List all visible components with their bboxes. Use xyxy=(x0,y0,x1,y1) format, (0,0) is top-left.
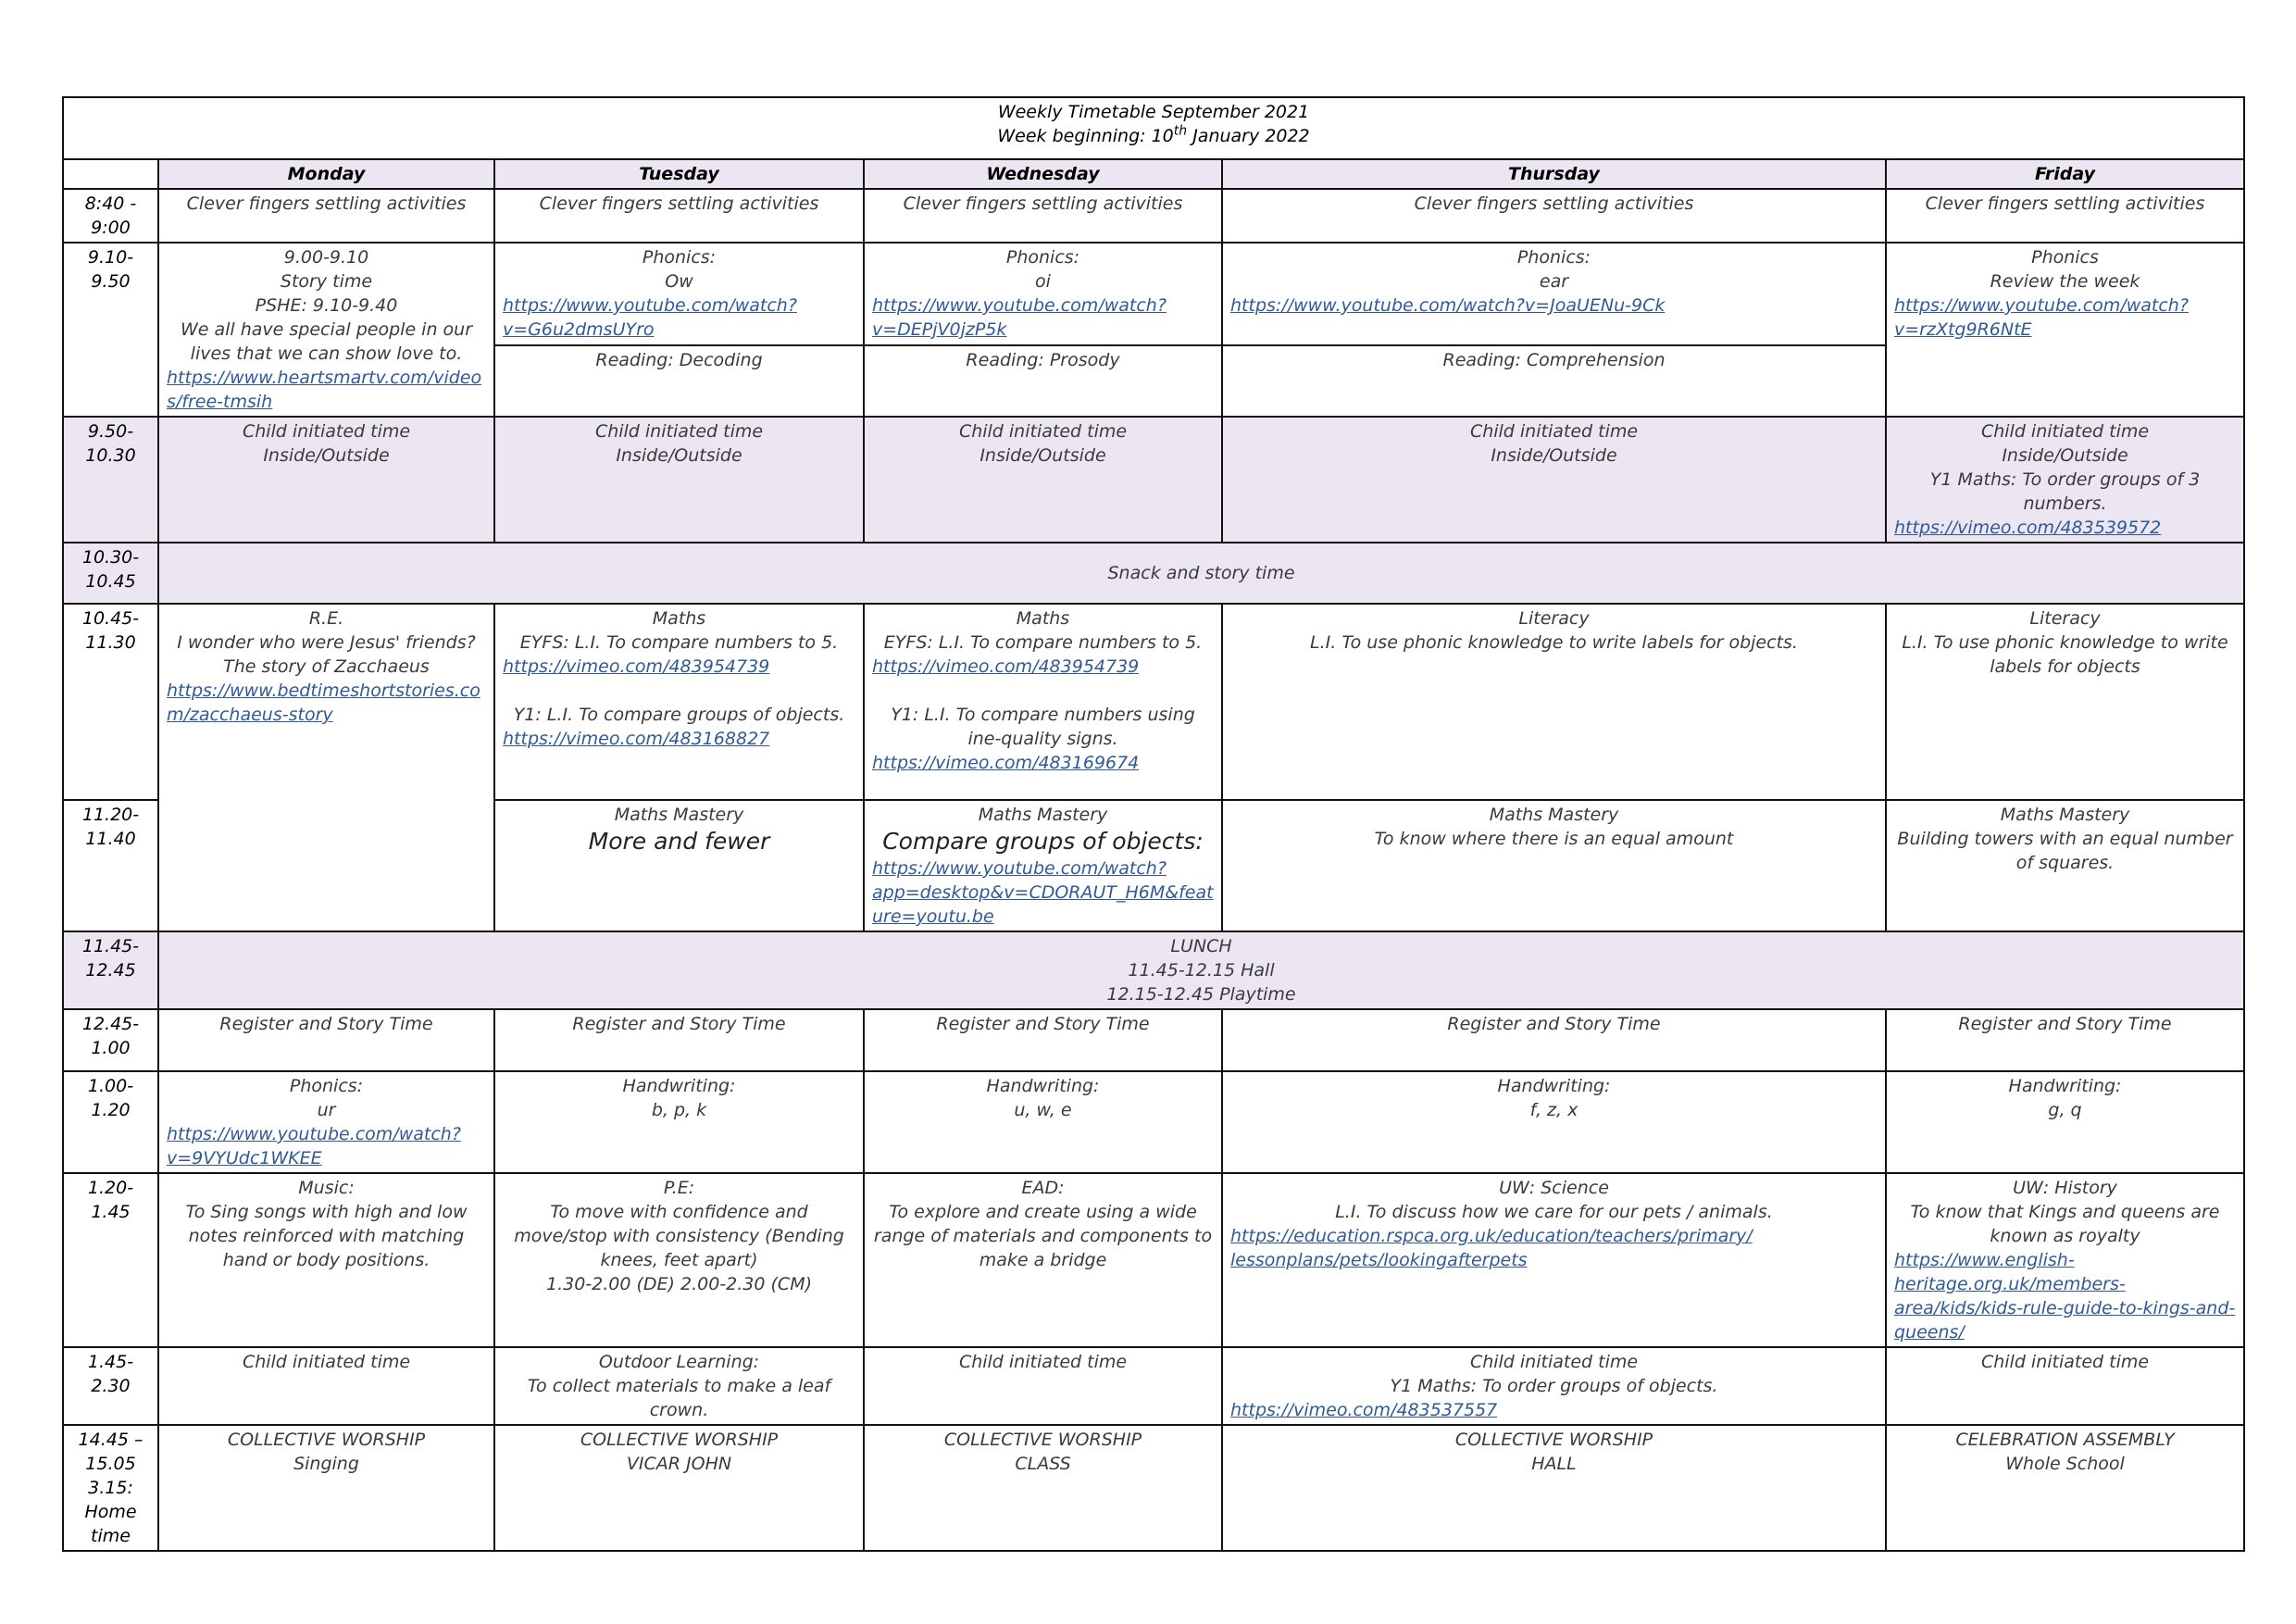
text-line: Maths Mastery xyxy=(1489,805,1619,825)
text-line: Literacy xyxy=(2029,608,2101,629)
cell-mon-r1: Clever fingers settling activities xyxy=(158,189,494,243)
text-line: Maths Mastery xyxy=(2000,805,2130,825)
cell-fri-r10 xyxy=(1886,1173,2244,1347)
cell-thu-r9 xyxy=(1222,1071,1886,1173)
text-line: To explore and create using a wide range of materials and components to make a bridge xyxy=(873,1202,1213,1270)
text-line: Handwriting: xyxy=(986,1076,1100,1096)
vimeo-compare-link[interactable]: https://vimeo.com/483954739 xyxy=(503,656,770,677)
phonics-ur-link[interactable]: https://www.youtube.com/watch?v=9VYUdc1WKEE xyxy=(167,1124,461,1168)
vimeo-inequality-link[interactable]: https://vimeo.com/483169674 xyxy=(872,753,1140,773)
text-line: Y1 Maths: To order groups of 3 numbers. xyxy=(1929,469,2201,514)
cell-fri-r3 xyxy=(1886,417,2244,543)
time-cell: 9.10- 9.50 xyxy=(63,243,158,417)
lunch-cell xyxy=(158,931,2244,1009)
week-prefix: Week beginning: 10 xyxy=(997,126,1174,146)
text-line: UW: Science xyxy=(1499,1178,1609,1198)
text-line: Child initiated time xyxy=(958,421,1128,442)
text-line: 12.15-12.45 Playtime xyxy=(1106,984,1296,1005)
text-line: Literacy xyxy=(1518,608,1590,629)
cell-fri-r2 xyxy=(1886,243,2244,417)
cell-mon-r12 xyxy=(158,1425,494,1551)
text-line: L.I. To discuss how we care for our pets / animals. xyxy=(1335,1202,1773,1222)
cell-wed-reading: Reading: Prosody xyxy=(864,345,1222,417)
cell-mon-r11: Child initiated time xyxy=(158,1347,494,1425)
text-line: u, w, e xyxy=(1014,1100,1072,1120)
text-line: 11.45-12.15 Hall xyxy=(1128,960,1275,981)
day-tuesday: Tuesday xyxy=(494,159,864,189)
text-line: COLLECTIVE WORSHIP xyxy=(943,1430,1142,1450)
text-line: Inside/Outside xyxy=(263,445,390,466)
cell-mon-r8: Register and Story Time xyxy=(158,1009,494,1071)
text-line: COLLECTIVE WORSHIP xyxy=(227,1430,426,1450)
time-cell: 1.45- 2.30 xyxy=(63,1347,158,1425)
text-line: Building towers with an equal number of squares. xyxy=(1897,829,2233,873)
text-line: Inside/Outside xyxy=(2002,445,2128,466)
text-line: Y1: L.I. To compare numbers using ine-quality signs. xyxy=(891,705,1195,749)
cell-tue-r9 xyxy=(494,1071,864,1173)
text-line: Whole School xyxy=(2005,1454,2125,1474)
vimeo-order-numbers-link[interactable]: https://vimeo.com/483539572 xyxy=(1894,518,2162,538)
vimeo-order-objects-link[interactable]: https://vimeo.com/483537557 xyxy=(1230,1400,1498,1420)
text-line: 1.30-2.00 (DE) 2.00-2.30 (CM) xyxy=(546,1274,812,1294)
cell-wed-r12 xyxy=(864,1425,1222,1551)
cell-wed-r1: Clever fingers settling activities xyxy=(864,189,1222,243)
cell-thu-r2 xyxy=(1222,243,1886,345)
cell-tue-r2 xyxy=(494,243,864,345)
text-line: Singing xyxy=(293,1454,359,1474)
text-line: ear xyxy=(1539,271,1569,292)
text-line: Child initiated time xyxy=(1980,421,2150,442)
text-line: ur xyxy=(317,1100,336,1120)
cell-fri-r6 xyxy=(1886,800,2244,931)
cell-tue-reading: Reading: Decoding xyxy=(494,345,864,417)
heartsmart-link[interactable]: https://www.heartsmartv.com/videos/free-tmsih xyxy=(167,368,482,412)
text-line: HALL xyxy=(1531,1454,1577,1474)
time-cell: 1.20- 1.45 xyxy=(63,1173,158,1347)
text-line: Review the week xyxy=(1990,271,2140,292)
text-line: L.I. To use phonic knowledge to write labels for objects. xyxy=(1310,632,1798,653)
text-line: Story time xyxy=(280,271,373,292)
corner-cell xyxy=(63,159,158,189)
time-cell: 14.45 – 15.05 3.15: Home time xyxy=(63,1425,158,1551)
text-line: Ow xyxy=(665,271,693,292)
cell-fri-r11: Child initiated time xyxy=(1886,1347,2244,1425)
title-line-2 xyxy=(71,124,2236,148)
cell-mon-r3 xyxy=(158,417,494,543)
text-line: oi xyxy=(1035,271,1051,292)
text-line: Y1 Maths: To order groups of objects. xyxy=(1390,1376,1718,1396)
text-line: EYFS: L.I. To compare numbers to 5. xyxy=(519,632,839,653)
text-line: 9.00-9.10 xyxy=(283,247,369,268)
text-line: Handwriting: xyxy=(2008,1076,2122,1096)
weekly-timetable xyxy=(62,96,2245,1552)
cell-fri-r9 xyxy=(1886,1071,2244,1173)
cell-thu-r11 xyxy=(1222,1347,1886,1425)
cell-mon-r9 xyxy=(158,1071,494,1173)
phonics-ear-link[interactable]: https://www.youtube.com/watch?v=JoaUENu-9Ck xyxy=(1230,295,1666,316)
cell-thu-r10 xyxy=(1222,1173,1886,1347)
cell-wed-r8: Register and Story Time xyxy=(864,1009,1222,1071)
text-line: Inside/Outside xyxy=(1491,445,1617,466)
text-line: Handwriting: xyxy=(622,1076,736,1096)
vimeo-compare-groups-link[interactable]: https://vimeo.com/483168827 xyxy=(503,729,770,749)
time-cell: 8:40 - 9:00 xyxy=(63,189,158,243)
text-line: The story of Zacchaeus xyxy=(223,656,430,677)
text-line: Maths xyxy=(652,608,706,629)
zacchaeus-link[interactable]: https://www.bedtimeshortstories.com/zacchaeus-story xyxy=(167,681,480,725)
text-line: L.I. To use phonic knowledge to write labels for objects xyxy=(1902,632,2228,677)
cell-mon-r2 xyxy=(158,243,494,417)
cell-tue-r3 xyxy=(494,417,864,543)
maths-mastery-youtube-link[interactable]: https://www.youtube.com/watch?app=desktop&v=CDORAUT_H6M&feature=youtu.be xyxy=(872,858,1214,927)
large-text: Compare groups of objects: xyxy=(882,828,1204,855)
text-line: Maths Mastery xyxy=(614,805,744,825)
time-cell: 10.45- 11.30 xyxy=(63,604,158,800)
text-line: LUNCH xyxy=(1170,936,1232,956)
text-line: Phonics: xyxy=(1005,247,1080,268)
text-line: P.E: xyxy=(663,1178,695,1198)
text-line: Handwriting: xyxy=(1497,1076,1611,1096)
text-line: CLASS xyxy=(1015,1454,1071,1474)
cell-thu-r6 xyxy=(1222,800,1886,931)
text-line: Phonics: xyxy=(289,1076,364,1096)
time-cell: 10.30- 10.45 xyxy=(63,543,158,604)
day-friday: Friday xyxy=(1886,159,2244,189)
text-line: UW: History xyxy=(2013,1178,2117,1198)
text-line: Outdoor Learning: xyxy=(598,1352,760,1372)
text-line: Maths Mastery xyxy=(978,805,1108,825)
time-cell: 1.00- 1.20 xyxy=(63,1071,158,1173)
cell-thu-r8: Register and Story Time xyxy=(1222,1009,1886,1071)
text-line: Y1: L.I. To compare groups of objects. xyxy=(513,705,845,725)
text-line: f, z, x xyxy=(1529,1100,1578,1120)
week-sup: th xyxy=(1173,123,1188,139)
text-line: Music: xyxy=(298,1178,355,1198)
cell-tue-r11 xyxy=(494,1347,864,1425)
cell-thu-r3 xyxy=(1222,417,1886,543)
text-line: We all have special people in our lives that we can show love to. xyxy=(180,319,473,364)
text-line: COLLECTIVE WORSHIP xyxy=(1454,1430,1653,1450)
text-line: Phonics: xyxy=(1516,247,1591,268)
spacer xyxy=(872,679,1214,703)
snack-cell: Snack and story time xyxy=(158,543,2244,604)
cell-fri-r8: Register and Story Time xyxy=(1886,1009,2244,1071)
english-heritage-link[interactable]: https://www.english-heritage.org.uk/members-area/kids/kids-rule-guide-to-kings-and-queens/ xyxy=(1894,1250,2236,1343)
text-line: To Sing songs with high and low notes reinforced with matching hand or body positions. xyxy=(185,1202,468,1270)
text-line: g, q xyxy=(2048,1100,2082,1120)
text-line: VICAR JOHN xyxy=(626,1454,732,1474)
cell-wed-r6 xyxy=(864,800,1222,931)
large-text: More and fewer xyxy=(588,828,770,855)
cell-wed-r2 xyxy=(864,243,1222,345)
day-monday: Monday xyxy=(158,159,494,189)
cell-mon-r5 xyxy=(158,604,494,931)
cell-tue-r12 xyxy=(494,1425,864,1551)
text-line: Child initiated time xyxy=(594,421,764,442)
text-line: To collect materials to make a leaf crown. xyxy=(527,1376,831,1420)
text-line: PSHE: 9.10-9.40 xyxy=(255,295,398,316)
cell-wed-r5 xyxy=(864,604,1222,800)
cell-thu-r5 xyxy=(1222,604,1886,800)
text-line: To know that Kings and queens are known as royalty xyxy=(1910,1202,2220,1246)
time-cell: 12.45- 1.00 xyxy=(63,1009,158,1071)
cell-wed-r11: Child initiated time xyxy=(864,1347,1222,1425)
title-line-1: Weekly Timetable September 2021 xyxy=(997,102,1310,122)
cell-tue-r8: Register and Story Time xyxy=(494,1009,864,1071)
cell-thu-r1: Clever fingers settling activities xyxy=(1222,189,1886,243)
week-suffix: January 2022 xyxy=(1187,126,1310,146)
text-line: b, p, k xyxy=(651,1100,707,1120)
text-line: Inside/Outside xyxy=(980,445,1106,466)
text-line: Child initiated time xyxy=(1469,421,1639,442)
cell-thu-r12 xyxy=(1222,1425,1886,1551)
cell-wed-r3 xyxy=(864,417,1222,543)
vimeo-compare-link[interactable]: https://vimeo.com/483954739 xyxy=(872,656,1140,677)
phonics-review-link[interactable]: https://www.youtube.com/watch?v=rzXtg9R6NtE xyxy=(1894,295,2189,340)
text-line: Phonics: xyxy=(642,247,717,268)
text-line: To know where there is an equal amount xyxy=(1374,829,1734,849)
text-line: To move with confidence and move/stop with consistency (Bending knees, feet apart) xyxy=(514,1202,844,1270)
text-line: COLLECTIVE WORSHIP xyxy=(580,1430,779,1450)
day-wednesday: Wednesday xyxy=(864,159,1222,189)
text-line: EYFS: L.I. To compare numbers to 5. xyxy=(883,632,1203,653)
text-line: Child initiated time xyxy=(1469,1352,1639,1372)
cell-thu-reading: Reading: Comprehension xyxy=(1222,345,1886,417)
cell-fri-r1: Clever fingers settling activities xyxy=(1886,189,2244,243)
phonics-ow-link[interactable]: https://www.youtube.com/watch?v=G6u2dmsUYro xyxy=(503,295,797,340)
text-line: Maths xyxy=(1016,608,1070,629)
timetable-title xyxy=(63,97,2244,159)
cell-tue-r5 xyxy=(494,604,864,800)
text-line: Inside/Outside xyxy=(616,445,742,466)
text-line: I wonder who were Jesus' friends? xyxy=(177,632,476,653)
cell-tue-r6 xyxy=(494,800,864,931)
cell-tue-r1: Clever fingers settling activities xyxy=(494,189,864,243)
cell-mon-r10 xyxy=(158,1173,494,1347)
cell-fri-r5 xyxy=(1886,604,2244,800)
text-line: CELEBRATION ASSEMBLY xyxy=(1955,1430,2175,1450)
text-line: Phonics xyxy=(2031,247,2099,268)
cell-wed-r9 xyxy=(864,1071,1222,1173)
text-line: R.E. xyxy=(308,608,344,629)
cell-wed-r10 xyxy=(864,1173,1222,1347)
time-cell: 11.20- 11.40 xyxy=(63,800,158,931)
text-line: EAD: xyxy=(1021,1178,1065,1198)
cell-fri-r12 xyxy=(1886,1425,2244,1551)
phonics-oi-link[interactable]: https://www.youtube.com/watch?v=DEPjV0jzP5k xyxy=(872,295,1167,340)
time-cell: 11.45- 12.45 xyxy=(63,931,158,1009)
text-line: Child initiated time xyxy=(242,421,411,442)
cell-tue-r10 xyxy=(494,1173,864,1347)
spacer xyxy=(503,679,855,703)
time-cell: 9.50- 10.30 xyxy=(63,417,158,543)
day-thursday: Thursday xyxy=(1222,159,1886,189)
rspca-pets-link[interactable]: https://education.rspca.org.uk/education/teachers/primary/ lessonplans/pets/lookingafterpets xyxy=(1230,1226,1753,1270)
